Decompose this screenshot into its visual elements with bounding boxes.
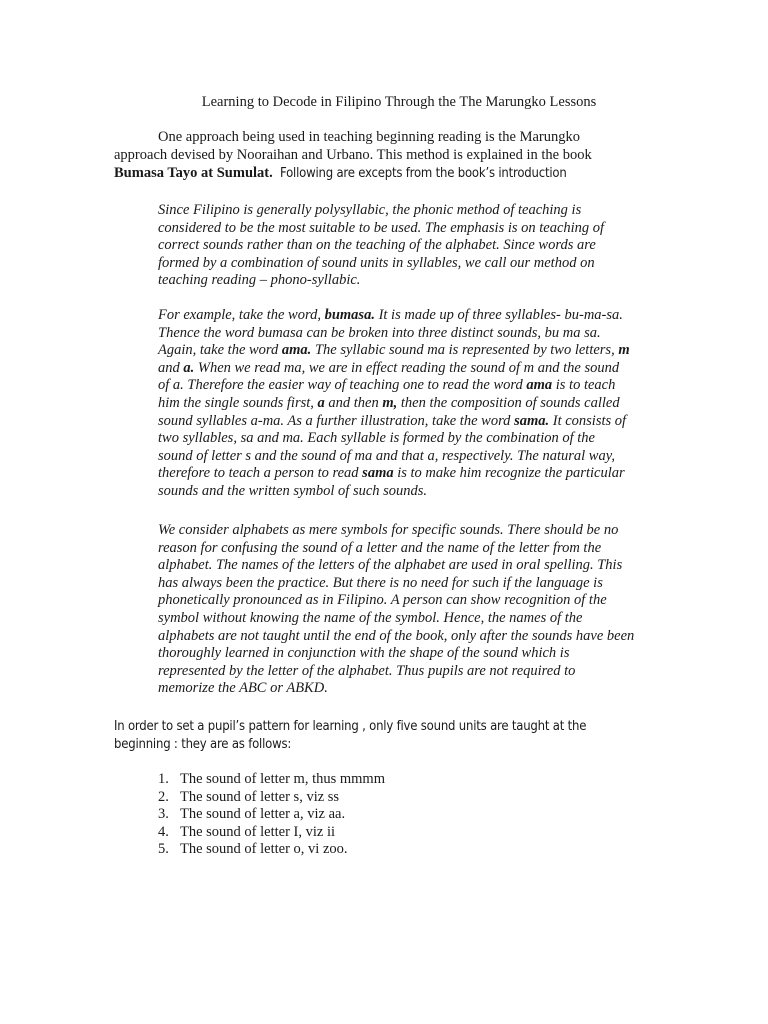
closing-line: In order to set a pupil’s pattern for learning , only five sound units are taught at the <box>114 719 587 734</box>
quote-line: reason for confusing the sound of a letter and the name of the letter from the <box>158 539 602 556</box>
quote-paragraph-3 <box>158 522 658 698</box>
quote-line: him the single sounds first, a and then m, then the composition of sounds called <box>158 394 620 411</box>
bold-word: a <box>317 394 325 411</box>
quote-paragraph-2 <box>158 307 658 501</box>
list-item-text: The sound of letter o, vi zoo. <box>180 841 348 858</box>
bold-word: sama. <box>514 412 550 429</box>
quote-line: and a. When we read ma, we are in effect reading the sound of m and the sound <box>158 359 620 376</box>
quote-line: teaching reading – phono-syllabic. <box>158 272 361 289</box>
quote-line: sound syllables a-ma. As a further illustration, take the word sama. It consists of <box>158 412 627 429</box>
document-title: Learning to Decode in Filipino Through the The Marungko Lessons <box>201 94 597 110</box>
list-number: 4. <box>158 823 169 840</box>
quote-line: therefore to teach a person to read sama is to make him recognize the particular <box>158 465 625 482</box>
quote-line: sounds and the written symbol of such sounds. <box>158 482 428 499</box>
list-number: 2. <box>158 788 169 805</box>
quote-line: symbol without knowing the name of the symbol. Hence, the names of the <box>158 609 583 626</box>
list-item <box>158 789 385 807</box>
quote-line: alphabets are not taught until the end of the book, only after the sounds have been <box>158 627 635 644</box>
intro-line: approach devised by Nooraihan and Urbano. This method is explained in the book <box>114 147 592 163</box>
list-item <box>158 841 385 859</box>
quote-paragraph-1 <box>158 202 658 290</box>
quote-line: We consider alphabets as mere symbols for specific sounds. There should be no <box>158 522 619 538</box>
book-title: Bumasa Tayo at Sumulat. <box>114 165 273 181</box>
intro-paragraph <box>114 128 674 183</box>
quote-line: has always been the practice. But there is no need for such if the language is <box>158 574 603 591</box>
list-item <box>158 806 385 824</box>
list-item-text: The sound of letter s, viz ss <box>180 788 340 805</box>
bold-word: m <box>618 342 630 359</box>
sound-units-list <box>158 771 385 859</box>
list-item-text: The sound of letter a, viz aa. <box>180 806 346 823</box>
quote-line: represented by the letter of the alphabet. Thus pupils are not required to <box>158 662 576 679</box>
quote-line: correct sounds rather than on the teaching of the alphabet. Since words are <box>158 237 596 254</box>
list-item-text: The sound of letter m, thus mmmm <box>180 771 385 787</box>
list-item-text: The sound of letter I, viz ii <box>180 823 336 840</box>
bold-word: sama <box>362 465 394 482</box>
list-item <box>158 771 385 789</box>
quote-line: phonetically pronounced as in Filipino. A person can show recognition of the <box>158 592 607 609</box>
bold-word: bumasa. <box>324 307 375 323</box>
bold-word: m, <box>382 394 398 411</box>
list-number: 1. <box>158 771 169 787</box>
quote-line: considered to be the most suitable to be used. The emphasis is on teaching of <box>158 219 605 236</box>
intro-line: One approach being used in teaching beginning reading is the Marungko <box>158 129 580 145</box>
quote-line: sound of letter s and the sound of ma and that a, respectively. The natural way, <box>158 447 615 464</box>
quote-line: memorize the ABC or ABKD. <box>158 680 328 697</box>
quote-line: thoroughly learned in conjunction with the shape of the sound which is <box>158 645 570 662</box>
quote-line: of a. Therefore the easier way of teaching one to read the word ama is to teach <box>158 377 616 394</box>
intro-line <box>114 164 674 183</box>
quote-line: Thence the word bumasa can be broken into three distinct sounds, bu ma sa. <box>158 324 601 341</box>
intro-line-rest: Following are excepts from the book’s introduction <box>280 166 567 181</box>
quote-line: Again, take the word ama. The syllabic sound ma is represented by two letters, m <box>158 342 630 359</box>
closing-paragraph <box>114 718 674 754</box>
quote-line: two syllables, sa and ma. Each syllable is formed by the combination of the <box>158 430 595 447</box>
quote-line: alphabet. The names of the letters of the alphabet are used in oral spelling. This <box>158 557 623 574</box>
bold-word: ama. <box>281 342 312 359</box>
quote-line: formed by a combination of sound units in syllables, we call our method on <box>158 254 595 271</box>
list-item <box>158 824 385 842</box>
bold-word: a. <box>183 359 195 376</box>
list-number: 3. <box>158 806 169 823</box>
closing-line: beginning : they are as follows: <box>114 737 292 752</box>
quote-line: Since Filipino is generally polysyllabic, the phonic method of teaching is <box>158 202 582 218</box>
list-number: 5. <box>158 841 169 858</box>
bold-word: ama <box>526 377 553 394</box>
quote-line: For example, take the word, bumasa. It is made up of three syllables- bu-ma-sa. <box>158 307 623 323</box>
